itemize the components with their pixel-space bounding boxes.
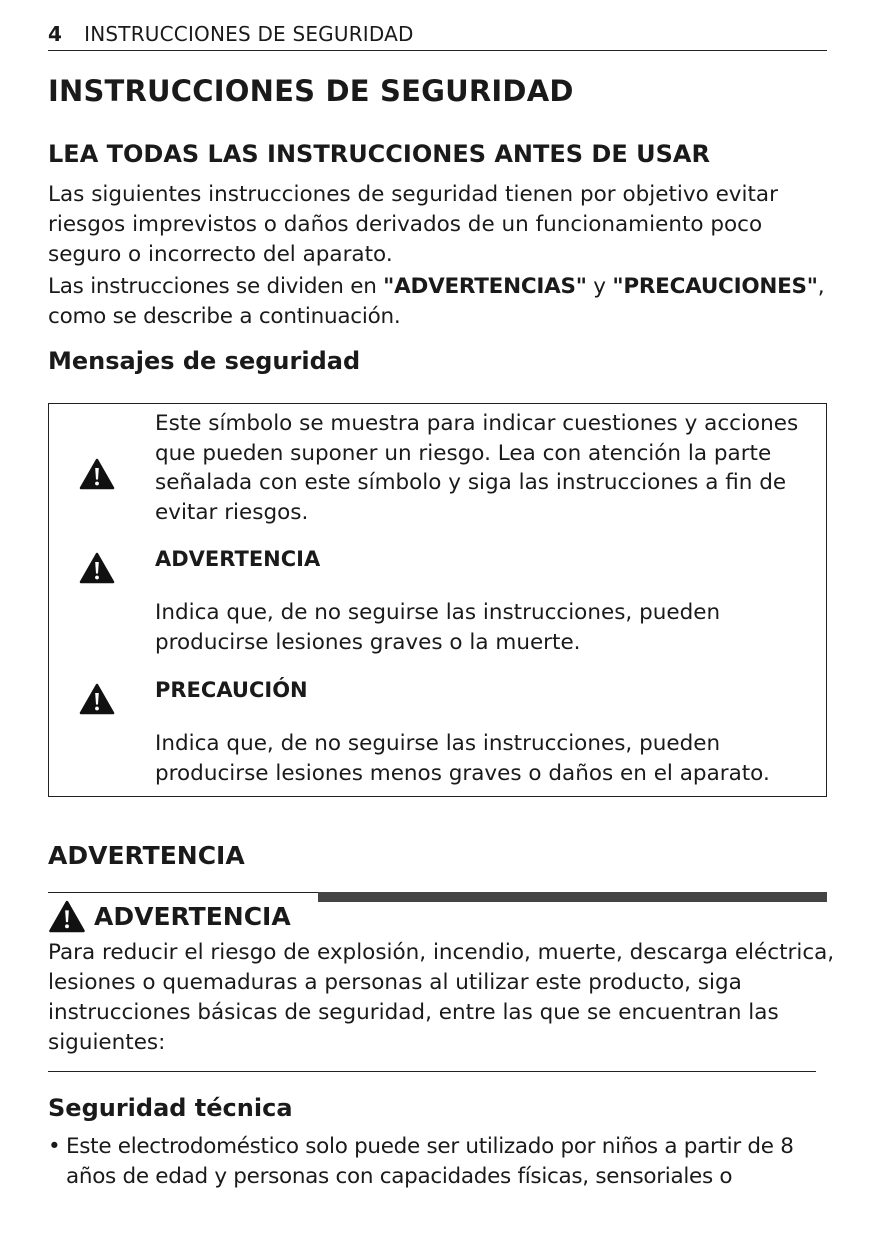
warning-box-label: ADVERTENCIA <box>94 902 291 931</box>
warning-triangle-icon <box>79 458 115 490</box>
division-paragraph <box>48 272 838 332</box>
technical-safety-heading: Seguridad técnica <box>48 1094 293 1122</box>
page-number: 4 <box>48 22 63 46</box>
caution-label: PRECAUCIÓN <box>155 678 308 702</box>
warning-label: ADVERTENCIA <box>155 547 321 571</box>
warning-section-heading: ADVERTENCIA <box>48 841 245 870</box>
warning-description: Indica que, de no seguirse las instrucciones, pueden producirse lesiones graves o la muerte. <box>155 600 721 655</box>
header-section-title: INSTRUCCIONES DE SEGURIDAD <box>84 22 414 46</box>
page-title: INSTRUCCIONES DE SEGURIDAD <box>48 74 574 108</box>
caution-description: Indica que, de no seguirse las instrucciones, pueden producirse lesiones menos graves o daños en el aparato. <box>155 731 770 786</box>
warning-triangle-icon <box>48 900 86 933</box>
warning-box-bar <box>318 892 827 902</box>
section-divider <box>48 1071 816 1072</box>
division-text-end: , como se describe a continuación. <box>48 274 825 329</box>
list-item-text: Este electrodoméstico solo puede ser utilizado por niños a partir de 8 años de edad y personas con capacidades físicas, sensoriales o <box>66 1134 794 1189</box>
safety-messages-heading: Mensajes de seguridad <box>48 347 361 375</box>
warning-triangle-icon <box>79 552 115 584</box>
division-text-mid: y <box>586 274 613 299</box>
read-all-heading: LEA TODAS LAS INSTRUCCIONES ANTES DE USAR <box>48 140 710 168</box>
warning-box-text: Para reducir el riesgo de explosión, incendio, muerte, descarga eléctrica, lesiones o quemaduras a personas al utilizar este producto, siga instrucciones básicas de seguridad, entre las que se encuentran las siguientes: <box>48 940 835 1055</box>
list-item <box>48 1132 838 1192</box>
warning-box-divider <box>48 892 318 893</box>
warning-triangle-icon <box>79 683 115 715</box>
division-text-start: Las instrucciones se dividen en <box>48 274 384 299</box>
warning-box-label-row <box>48 900 291 933</box>
division-bold-warnings: "ADVERTENCIAS" <box>383 274 587 299</box>
intro-paragraph: Las siguientes instrucciones de seguridad tienen por objetivo evitar riesgos imprevistos o daños derivados de un funcionamiento poco seguro o incorrecto del aparato. <box>48 182 778 267</box>
bullet-marker: • <box>48 1134 61 1159</box>
symbol-description: Este símbolo se muestra para indicar cuestiones y acciones que pueden suponer un riesgo. Lea con atención la parte señalada con este símbolo y siga las instrucciones a fin de evitar riesgos. <box>155 411 799 525</box>
page-header <box>48 18 827 51</box>
safety-messages-box <box>48 403 827 797</box>
division-bold-cautions: "PRECAUCIONES" <box>612 274 818 299</box>
